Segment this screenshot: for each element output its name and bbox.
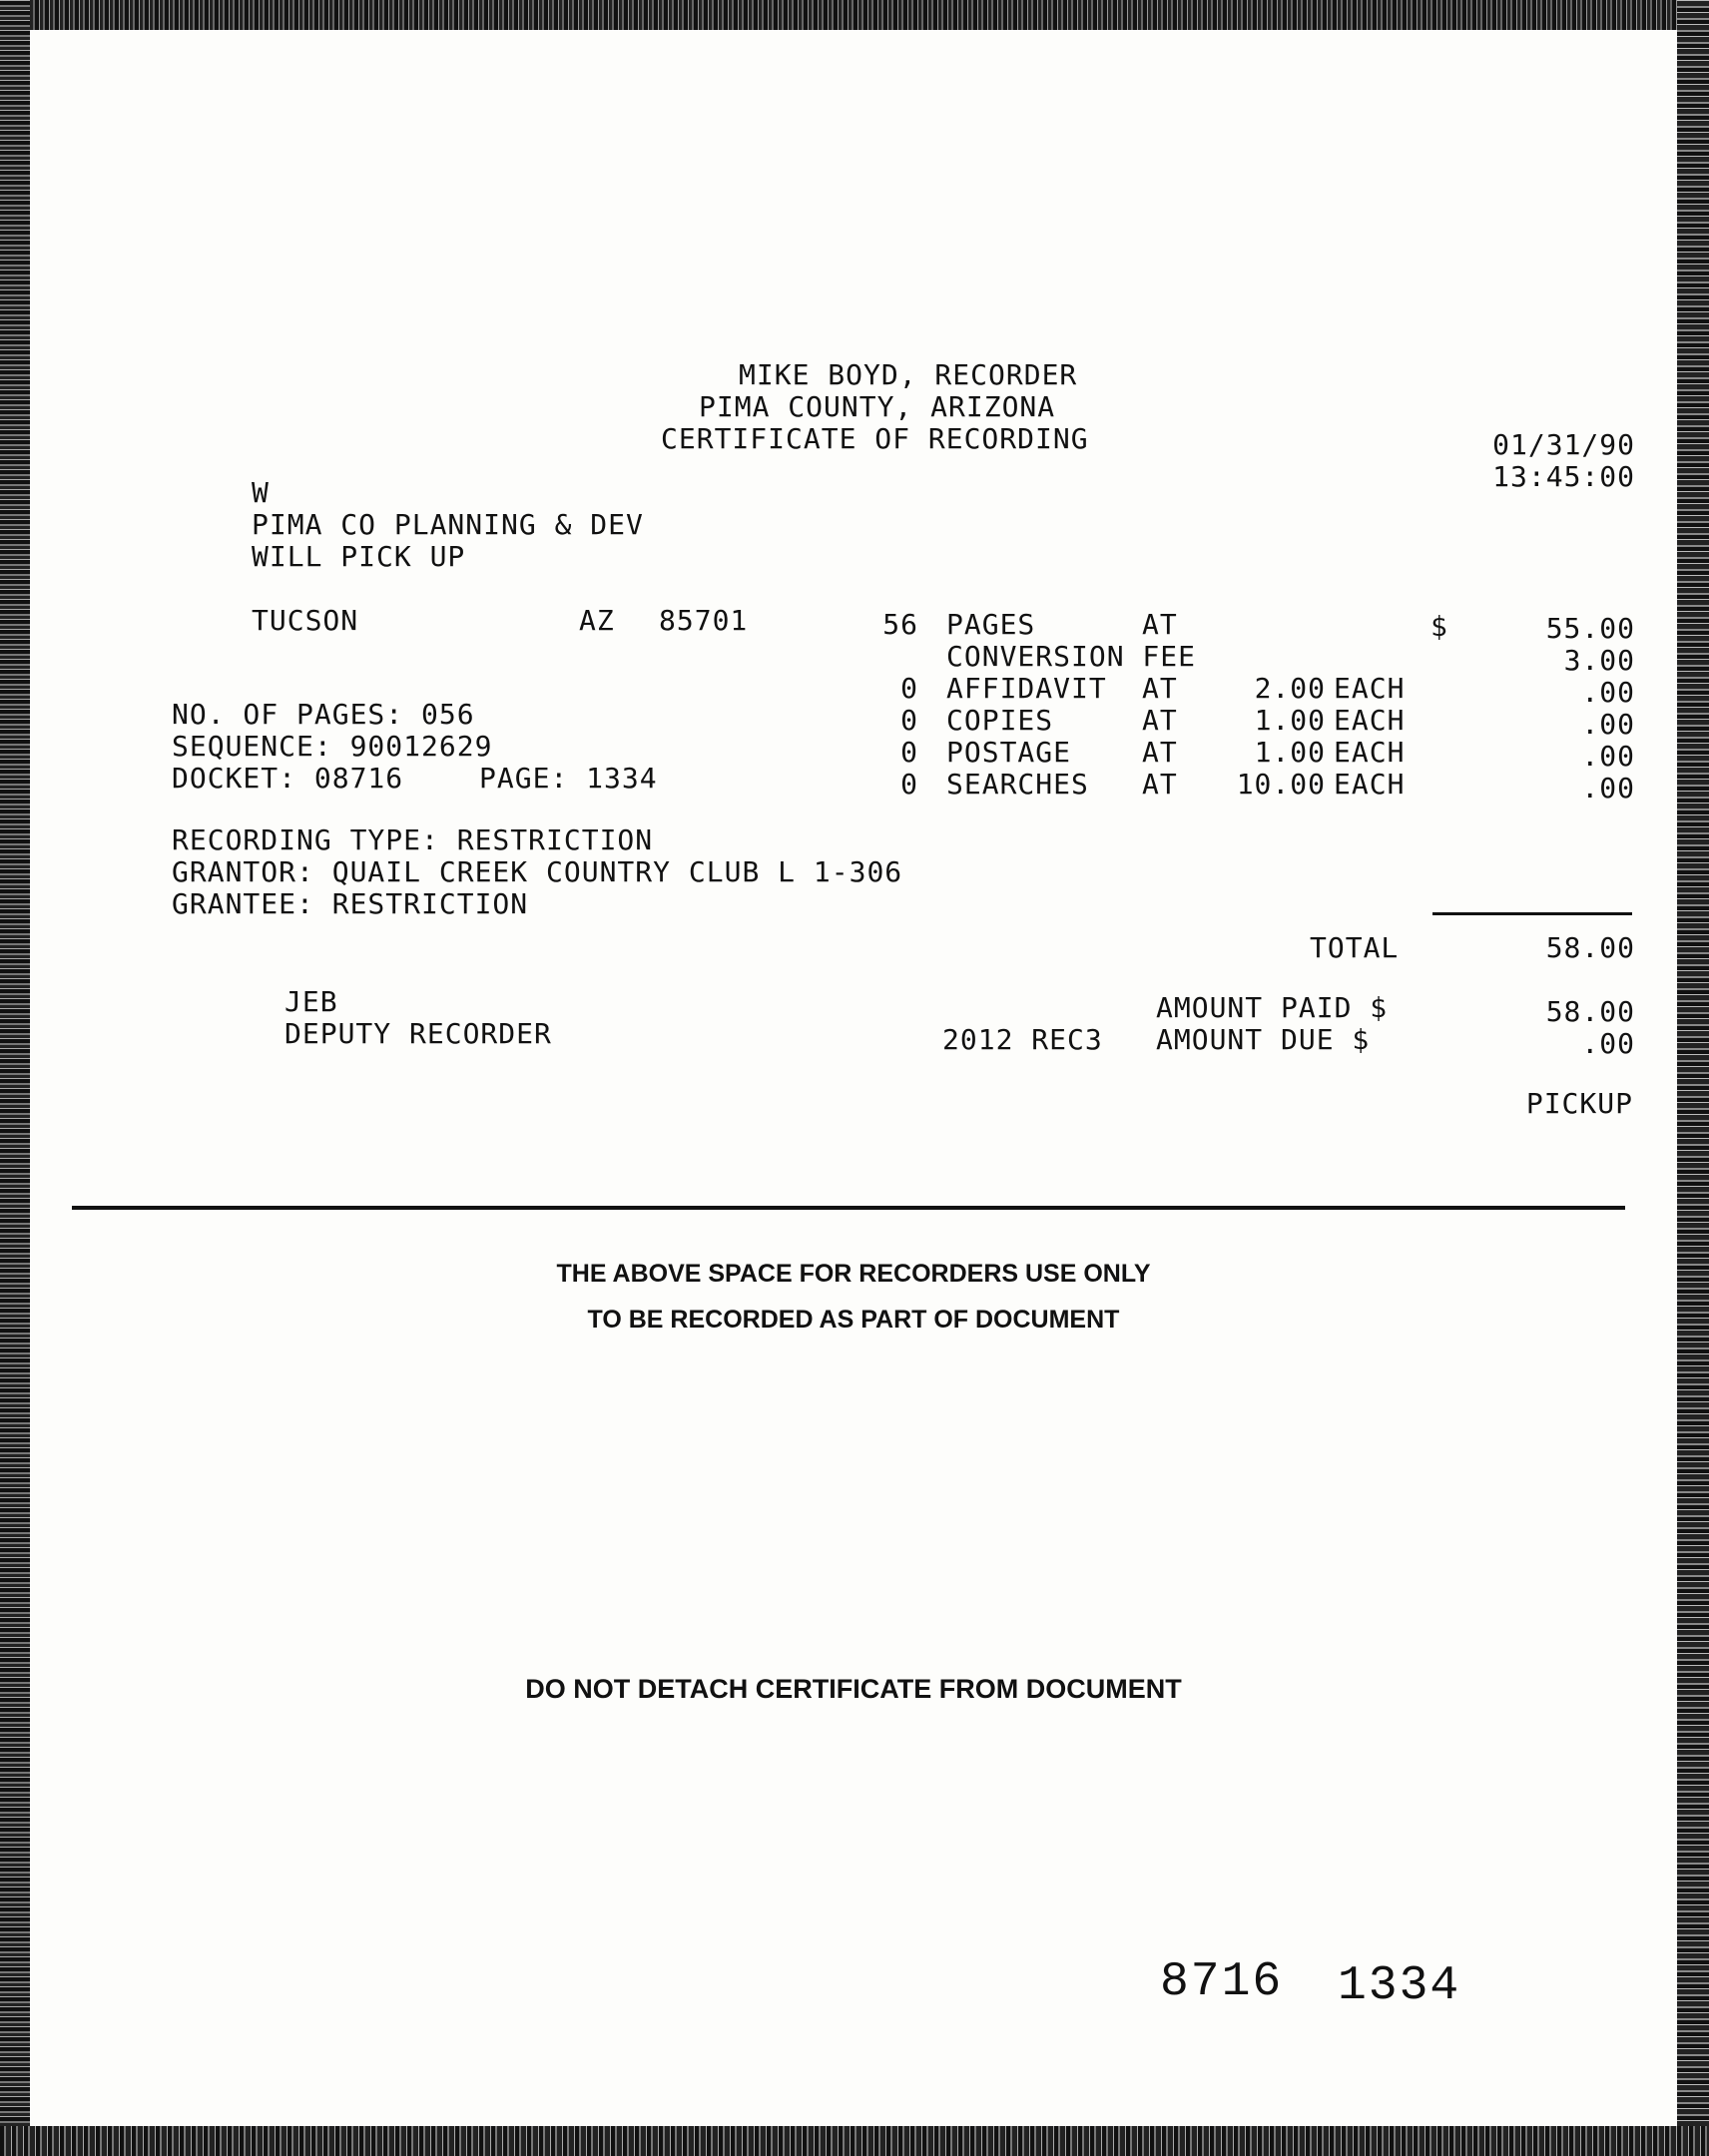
addressee-name: PIMA CO PLANNING & DEV: [252, 508, 644, 541]
scan-border-left: [0, 0, 30, 2156]
scan-border-bottom: [0, 2126, 1709, 2156]
deputy-initials: JEB: [285, 985, 338, 1018]
fee-rate: 10.00: [1236, 768, 1326, 801]
fee-qty: 0: [900, 736, 918, 769]
fee-amount: 55.00: [1545, 612, 1635, 645]
fee-qty: 0: [900, 704, 918, 737]
fee-at: AT: [1142, 608, 1178, 641]
fee-at: AT: [1142, 768, 1178, 801]
fee-at: AT: [1142, 736, 1178, 769]
fee-at: AT: [1142, 672, 1178, 705]
fee-each: EACH: [1334, 704, 1406, 737]
fee-amount: .00: [1581, 772, 1635, 805]
recorder-name: MIKE BOYD, RECORDER: [739, 358, 1078, 391]
fee-qty: 0: [900, 768, 918, 801]
deputy-title: DEPUTY RECORDER: [285, 1017, 552, 1050]
scan-border-right: [1677, 0, 1709, 2156]
fee-qty: 56: [882, 608, 918, 641]
sequence-number: SEQUENCE: 90012629: [172, 730, 493, 763]
docket-number: DOCKET: 08716: [172, 762, 404, 795]
scan-border-top: [0, 0, 1709, 30]
page-stamp: 1334: [1338, 1959, 1461, 2013]
total-rule: [1432, 912, 1632, 915]
grantor: GRANTOR: QUAIL CREEK COUNTRY CLUB L 1-306: [172, 855, 903, 888]
recorder-divider: [72, 1206, 1625, 1210]
amount-paid-label: AMOUNT PAID $: [1156, 991, 1389, 1024]
addressee-instruction: WILL PICK UP: [252, 540, 466, 573]
fee-amount: .00: [1581, 676, 1635, 709]
fee-item: CONVERSION FEE: [946, 640, 1197, 673]
fee-rate: 1.00: [1254, 736, 1326, 769]
amount-due: .00: [1581, 1027, 1635, 1060]
fee-dollar-sign: $: [1430, 610, 1448, 643]
page-number: PAGE: 1334: [479, 762, 658, 795]
grantee: GRANTEE: RESTRICTION: [172, 887, 529, 920]
record-date: 01/31/90: [1492, 428, 1635, 461]
fee-amount: 3.00: [1563, 644, 1635, 677]
addressee-state: AZ: [579, 604, 615, 637]
county-name: PIMA COUNTY, ARIZONA: [699, 390, 1056, 423]
pickup-note: PICKUP: [1525, 1087, 1633, 1120]
addressee-city: TUCSON: [252, 604, 359, 637]
fee-amount: .00: [1581, 708, 1635, 741]
register-code: 2012 REC3: [942, 1023, 1103, 1056]
amount-paid: 58.00: [1545, 995, 1635, 1028]
fee-each: EACH: [1334, 736, 1406, 769]
fee-item: PAGES: [946, 608, 1036, 641]
recorded-part-notice: TO BE RECORDED AS PART OF DOCUMENT: [587, 1306, 1120, 1334]
certificate-title: CERTIFICATE OF RECORDING: [661, 422, 1089, 455]
recorder-use-notice: THE ABOVE SPACE FOR RECORDERS USE ONLY: [556, 1260, 1151, 1288]
fee-each: EACH: [1334, 768, 1406, 801]
fee-each: EACH: [1334, 672, 1406, 705]
number-of-pages: NO. OF PAGES: 056: [172, 698, 475, 731]
total-label: TOTAL: [1310, 931, 1400, 964]
recording-type: RECORDING TYPE: RESTRICTION: [172, 823, 654, 856]
fee-item: COPIES: [946, 704, 1054, 737]
fee-item: SEARCHES: [946, 768, 1089, 801]
fee-rate: 2.00: [1254, 672, 1326, 705]
total-amount: 58.00: [1545, 931, 1635, 964]
docket-stamp: 8716: [1160, 1955, 1284, 2009]
addressee-zip: 85701: [659, 604, 749, 637]
addressee-code: W: [252, 476, 270, 509]
amount-due-label: AMOUNT DUE $: [1156, 1023, 1371, 1056]
record-time: 13:45:00: [1492, 460, 1635, 493]
do-not-detach-notice: DO NOT DETACH CERTIFICATE FROM DOCUMENT: [525, 1674, 1182, 1704]
fee-at: AT: [1142, 704, 1178, 737]
fee-rate: 1.00: [1254, 704, 1326, 737]
fee-qty: 0: [900, 672, 918, 705]
certificate-sheet: [30, 30, 1677, 2126]
fee-item: POSTAGE: [946, 736, 1072, 769]
fee-amount: .00: [1581, 740, 1635, 773]
fee-item: AFFIDAVIT: [946, 672, 1107, 705]
